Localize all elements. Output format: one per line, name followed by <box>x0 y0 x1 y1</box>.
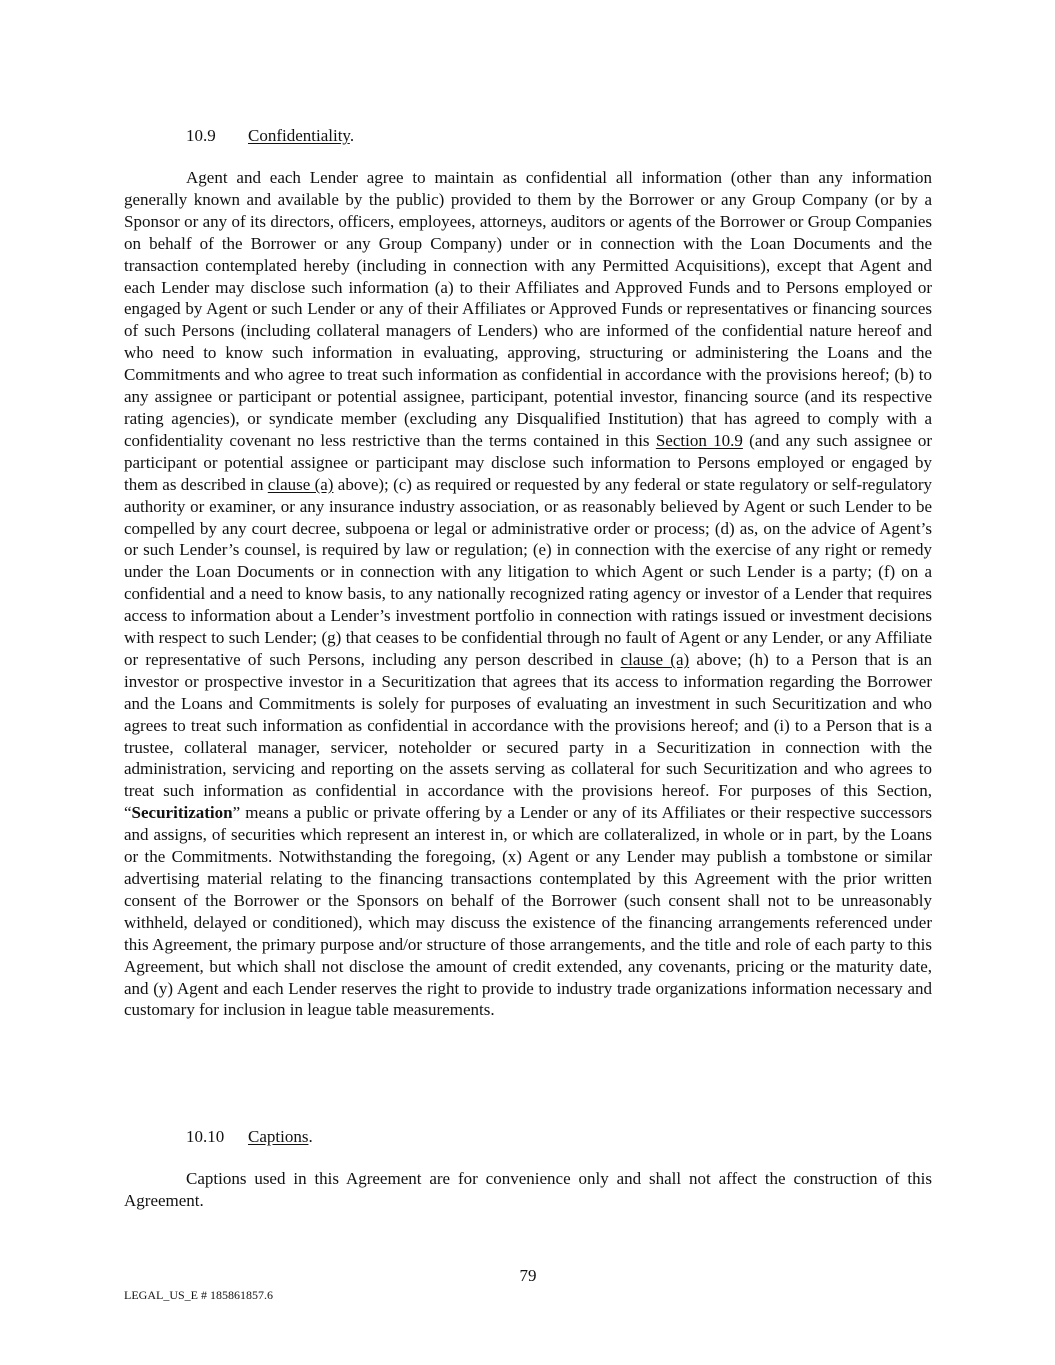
section-heading-10-10 <box>186 1126 313 1148</box>
section-10-10-body: Captions used in this Agreement are for convenience only and shall not affect the construction of this Agreement. <box>124 1169 932 1210</box>
heading-period: . <box>349 126 355 145</box>
heading-period: . <box>308 1127 313 1146</box>
section-reference: Section 10.9 <box>655 430 743 450</box>
document-id-footer: LEGAL_US_E # 185861857.6 <box>124 1288 273 1302</box>
clause-reference: clause (a) <box>267 474 334 494</box>
section-number: 10.10 <box>186 1127 225 1146</box>
clause-reference: clause (a) <box>620 649 690 669</box>
defined-term: Securitization <box>131 803 233 823</box>
page-number: 79 <box>519 1266 537 1285</box>
body-text: (and any such assignee or participant or potential assignee or participant may disclose such information to Persons employed or engaged by them as described in <box>124 430 933 494</box>
section-10-9-body <box>124 167 932 1021</box>
body-text: ” means a public or private offering by a Lender or any of its Affiliates or their respective successors and assigns, of securities which represent an interest in, or which are collateralized, in whole or in part, by the Loans or the Commitments. Notwithstanding the foregoing, (x) Agent or any Lender may publish a tombstone or similar advertising material relating to the financing transactions contemplated by this Agreement with the prior written consent of the Borrower or the Sponsors on behalf of the Borrower (such consent shall not to be unreasonably withheld, delayed or conditioned), which may discuss the existence of the financing arrangements referenced under this Agreement, the primary purpose and/or structure of those arrangements, and the title and role of each party to this Agreement, but which shall not disclose the amount of credit extended, any covenants, pricing or the maturity date, and (y) Agent and each Lender reserves the right to provide to industry trade organizations information necessary and customary for inclusion in league table measurements. <box>124 803 932 1020</box>
section-heading-10-9 <box>186 125 354 147</box>
section-title: Captions <box>248 1127 309 1146</box>
section-number: 10.9 <box>186 126 216 145</box>
body-text: above; (h) to a Person that is an investor or prospective investor in a Securitization that agrees that its access to information regarding the Borrower and the Loans and Commitments is solely for purposes of evaluating an investment in such Securitization and who agrees to treat such information as confidential in accordance with the provisions hereof; and (i) to a Person that is a trustee, collateral manager, servicer, noteholder or secured party in a Securitization in connection with the administration, servicing and reporting on the assets serving as collateral for such Securitization and who agrees to treat such information as confidential in accordance with the provisions hereof. For purposes of this Section, “ <box>124 649 933 823</box>
body-text: above); (c) as required or requested by any federal or state regulatory or self-regulatory authority or examiner, or any insurance industry association, or as reasonably believed by Agent or such Lender to be compelled by any court decree, subpoena or legal or administrative order or process; (d) as, on the advice of Agent’s or such Lender’s counsel, is required by law or regulation; (e) in connection with the exercise of any right or remedy under the Loan Documents or in connection with any litigation to which Agent or such Lender is a party; (f) on a confidential and a need to know basis, to any nationally recognized rating agency or investor of a Lender that requires access to information about a Lender’s investment portfolio in connection with ratings issued or investment decisions with respect to such Lender; (g) that ceases to be confidential through no fault of Agent or any Lender, or any Affiliate or representative of such Persons, including any person described in <box>124 474 933 669</box>
body-text: Agent and each Lender agree to maintain as confidential all information (other than any information generally known and available by the public) provided to them by the Borrower or any Group Company (or by a Sponsor or any of its directors, officers, employees, attorneys, auditors or agents of the Borrower or Group Companies on behalf of the Borrower or any Group Company) under or in connection with the Loan Documents and the transaction contemplated hereby (including in connection with any Permitted Acquisitions), except that Agent and each Lender may disclose such information (a) to their Affiliates and Approved Funds and to Persons employed or engaged by Agent or such Lender or any of their Affiliates or Approved Funds or representatives or financing sources of such Persons (including collateral managers of Lenders) who are informed of the confidential nature hereof and who need to know such information in evaluating, approving, structuring or administering the Loans and the Commitments and who agree to treat such information as confidential in accordance with the provisions hereof; (b) to any assignee or participant or potential assignee, participant, potential investor, financing source (and its respective rating agencies), or syndicate member (excluding any Disqualified Institution) that has agreed to comply with a confidentiality covenant no less restrictive than the terms contained in this <box>124 168 932 450</box>
section-title: Confidentiality <box>248 126 350 145</box>
